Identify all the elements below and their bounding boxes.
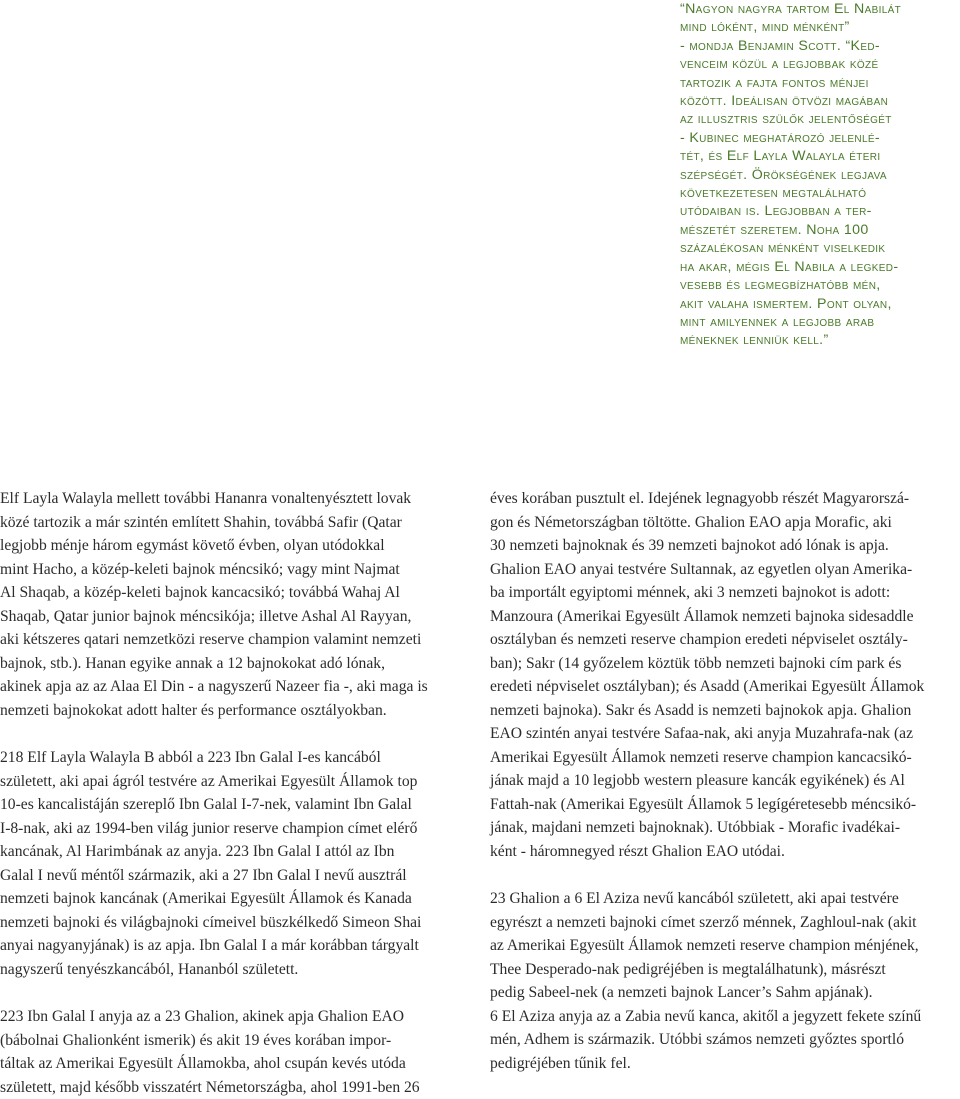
right-column xyxy=(490,487,953,1075)
left-column xyxy=(0,487,463,1099)
pull-quote xyxy=(680,0,958,350)
pull-quote-text: “Nagyon nagyra tartom El Nabilát mind lóként, mind ménként” - mondja Benjamin Scott. “Ked- venceim közül a legjobbak közé tartozik a fajta fontos ménjei között. Ideálisan ötvözi magában az illusztris szülők jelentőségét - Kubinec meghatározó jelenlé- tét, és Elf Layla Walayla éteri szépségét. Örökségének legjava következetesen megtalálható utódaiban is. Legjobban a ter- mészetét szeretem. Noha 100 százalékosan ménként viselkedik ha akar, mégis El Nabila a legked- vesebb és legmegbízhatóbb mén, akit valaha ismertem. Pont olyan, mint amilyennek a legjobb arab méneknek lenniük kell.” xyxy=(680,1,902,349)
right-paragraph-1: éves korában pusztult el. Idejének legnagyobb részét Magyarorszá- gon és Németországban töltötte. Ghalion EAO apja Morafic, aki 30 nemzeti bajnoknak és 39 nemzeti bajnokot adó lónak is apja. Ghalion EAO anyai testvére Sultannak, az egyetlen olyan Amerika- ba importált egyiptomi ménnek, aki 3 nemzeti bajnokot is adott: Manzoura (Amerikai Egyesült Államok nemzeti bajnoka sidesaddle osztályban és nemzeti reserve champion eredeti népviselet osztály- ban); Sakr (14 győzelem köztük több nemzeti bajnoki cím park és eredeti népviselet osztályban); és Asadd (Amerikai Egyesült Államok nemzeti bajnoka). Sakr és Asadd is nemzeti bajnokok apja. Ghalion EAO szintén anyai testvére Safaa-nak, aki anyja Muzahrafa-nak (az Amerikai Egyesült Államok nemzeti reserve champion kancacsikó- jának majd a 10 legjobb western pleasure kancák egyikének) és Al Fattah-nak (Amerikai Egyesült Államok 5 legígéretesebb méncsikó- jának, majdani nemzeti bajnoknak). Utóbbiak - Morafic ivadékai- ként - háromnegyed részt Ghalion EAO utódai. xyxy=(490,490,925,860)
left-paragraph-1: Elf Layla Walayla mellett további Hananra vonaltenyésztett lovak közé tartozik a már szintén említett Shahin, továbbá Safir (Qatar legjobb ménje három egymást követő évben, olyan utódokkal mint Hacho, a közép-keleti bajnok méncsikó; vagy mint Najmat Al Shaqab, a közép-keleti bajnok kancacsikó; továbbá Wahaj Al Shaqab, Qatar junior bajnok méncsikója; illetve Ashal Al Rayyan, aki kétszeres qatari nemzetközi reserve champion valamint nemzeti bajnok, stb.). Hanan egyike annak a 12 bajnokokat adó lónak, akinek apja az az Alaa El Din - a nagyszerű Nazeer fia -, aki maga is nemzeti bajnokokat adott halter és performance osztályokban. xyxy=(0,490,428,719)
left-paragraph-3: 223 Ibn Galal I anyja az a 23 Ghalion, akinek apja Ghalion EAO (bábolnai Ghalionként ismerik) és akit 19 éves korában impor- táltak az Amerikai Egyesült Államokba, ahol csupán kevés utóda született, majd később visszatért Németországba, ahol 1991-ben 26 xyxy=(0,1008,420,1096)
right-paragraph-2: 23 Ghalion a 6 El Aziza nevű kancából született, aki apai testvére egyrészt a nemzeti bajnoki címet szerző ménnek, Zaghloul-nak (akit az Amerikai Egyesült Államok nemzeti reserve champion ménjének, Thee Desperado-nak pedigréjében is megtalálhatunk), másrészt pedig Sabeel-nek (a nemzeti bajnok Lancer’s Sahm apjának). 6 El Aziza anyja az a Zabia nevű kanca, akitől a jegyzett fekete színű mén, Adhem is származik. Utóbbi számos nemzeti győztes sportló pedigréjében tűnik fel. xyxy=(490,890,922,1072)
left-paragraph-2: 218 Elf Layla Walayla B abból a 223 Ibn Galal I-es kancából született, aki apai ágról testvére az Amerikai Egyesült Államok top 10-es kancalistáján szereplő Ibn Galal I-7-nek, valamint Ibn Galal I-8-nak, aki az 1994-ben világ junior reserve champion címet elérő kancának, Al Harimbának az anyja. 223 Ibn Galal I attól az Ibn Galal I nevű méntől származik, aki a 27 Ibn Galal I nevű ausztrál nemzeti bajnok kancának (Amerikai Egyesült Államok és Kanada nemzeti bajnoki és világbajnoki címeivel büszkélkedő Simeon Shai anyai nagyanyjának) is az apja. Ibn Galal I a már korábban tárgyalt nagyszerű tenyészkancából, Hananból született. xyxy=(0,749,422,978)
